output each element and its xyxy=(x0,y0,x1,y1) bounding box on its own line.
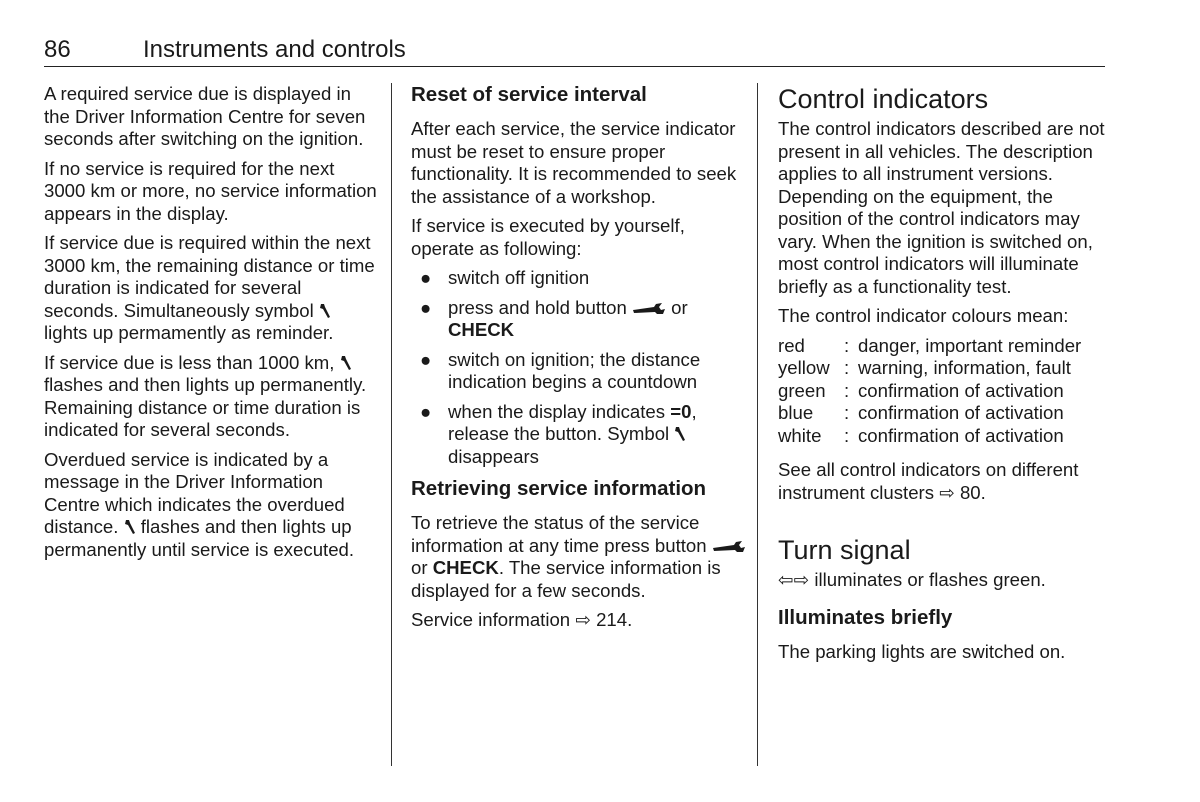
bullet-icon: ● xyxy=(420,267,432,288)
section-title: Instruments and controls xyxy=(143,36,406,63)
paragraph: Overdued service is indicated by a message in the Driver Information Centre which indicates the overdued distance. flashes and then lights up permanently until service is executed. xyxy=(44,448,355,560)
paragraph: If service is executed by yourself, operate as following: xyxy=(411,215,685,259)
paragraph: The control indicators described are not present in all vehicles. The description applies to all instrument versions. Depending on the equipment, the position of the control indicators may vary. When the ignition is switched on, most control indicators will illuminate briefly as a functionality test. xyxy=(778,118,1105,297)
wrench-icon xyxy=(674,426,686,442)
paragraph: See all control indicators on different instrument clusters ⇨ 80. xyxy=(778,459,1079,503)
list-item: ● switch on ignition; the distance indication begins a countdown xyxy=(420,348,701,392)
heading-reset-service-interval: Reset of service interval xyxy=(411,83,647,106)
page-reference-icon: ⇨ xyxy=(575,609,591,630)
table-row: white : confirmation of activation xyxy=(778,424,1064,446)
column-right xyxy=(778,83,1108,670)
column-divider-2 xyxy=(757,83,758,766)
column-divider-1 xyxy=(391,83,392,766)
heading-illuminates-briefly: Illuminates briefly xyxy=(778,605,953,629)
wrench-icon xyxy=(340,355,352,371)
heading-control-indicators: Control indicators xyxy=(778,84,989,114)
wrench-button-icon xyxy=(712,540,746,554)
wrench-icon xyxy=(319,303,331,319)
list-item: ● when the display indicates =0, release the button. Symbol disappears xyxy=(420,400,697,467)
heading-retrieving-service-information: Retrieving service information xyxy=(411,477,707,500)
list-item: ● switch off ignition xyxy=(420,267,590,288)
wrench-button-icon xyxy=(632,302,666,316)
bullet-icon: ● xyxy=(420,296,432,318)
column-left xyxy=(44,83,377,568)
paragraph: The parking lights are switched on. xyxy=(778,640,1066,662)
paragraph: If service due is less than 1000 km, flashes and then lights up permanently. Remaining distance or time duration is indicated for several seconds. xyxy=(44,351,367,440)
paragraph: The control indicator colours mean: xyxy=(778,305,1069,326)
table-row: yellow : warning, information, fault xyxy=(778,357,1071,378)
paragraph: To retrieve the status of the service information at any time press button or CHECK. The service information is displayed for a few seconds. xyxy=(411,512,746,602)
paragraph: ⇦⇨ illuminates or flashes green. xyxy=(778,569,1046,590)
page-reference-icon: ⇨ xyxy=(939,481,955,503)
paragraph: Service information ⇨ 214. xyxy=(411,609,633,630)
column-middle xyxy=(411,83,746,639)
bullet-icon: ● xyxy=(420,400,432,422)
paragraph: If service due is required within the next 3000 km, the remaining distance or time duration is indicated for several seconds. Simultaneously symbol lights up permamently as reminder. xyxy=(44,232,375,343)
paragraph: A required service due is displayed in the Driver Information Centre for seven seconds after switching on the ignition. xyxy=(44,83,366,149)
page-number: 86 xyxy=(44,36,71,63)
paragraph: After each service, the service indicator must be reset to ensure proper functionality. It is recommended to seek the assistance of a workshop. xyxy=(411,118,737,207)
wrench-icon xyxy=(124,519,136,535)
colour-meaning-table xyxy=(778,335,1108,448)
reset-steps-list xyxy=(411,267,746,468)
table-row: blue : confirmation of activation xyxy=(778,402,1064,423)
list-item: ● press and hold button or CHECK xyxy=(420,296,688,340)
page-header xyxy=(44,36,1105,67)
heading-turn-signal: Turn signal xyxy=(778,535,911,565)
table-row: green : confirmation of activation xyxy=(778,379,1064,401)
turn-signal-icon: ⇦⇨ xyxy=(778,569,810,590)
paragraph: If no service is required for the next 3000 km or more, no service information appears in the display. xyxy=(44,157,377,224)
table-row: red : danger, important reminder xyxy=(778,334,1082,356)
bullet-icon: ● xyxy=(420,348,432,370)
